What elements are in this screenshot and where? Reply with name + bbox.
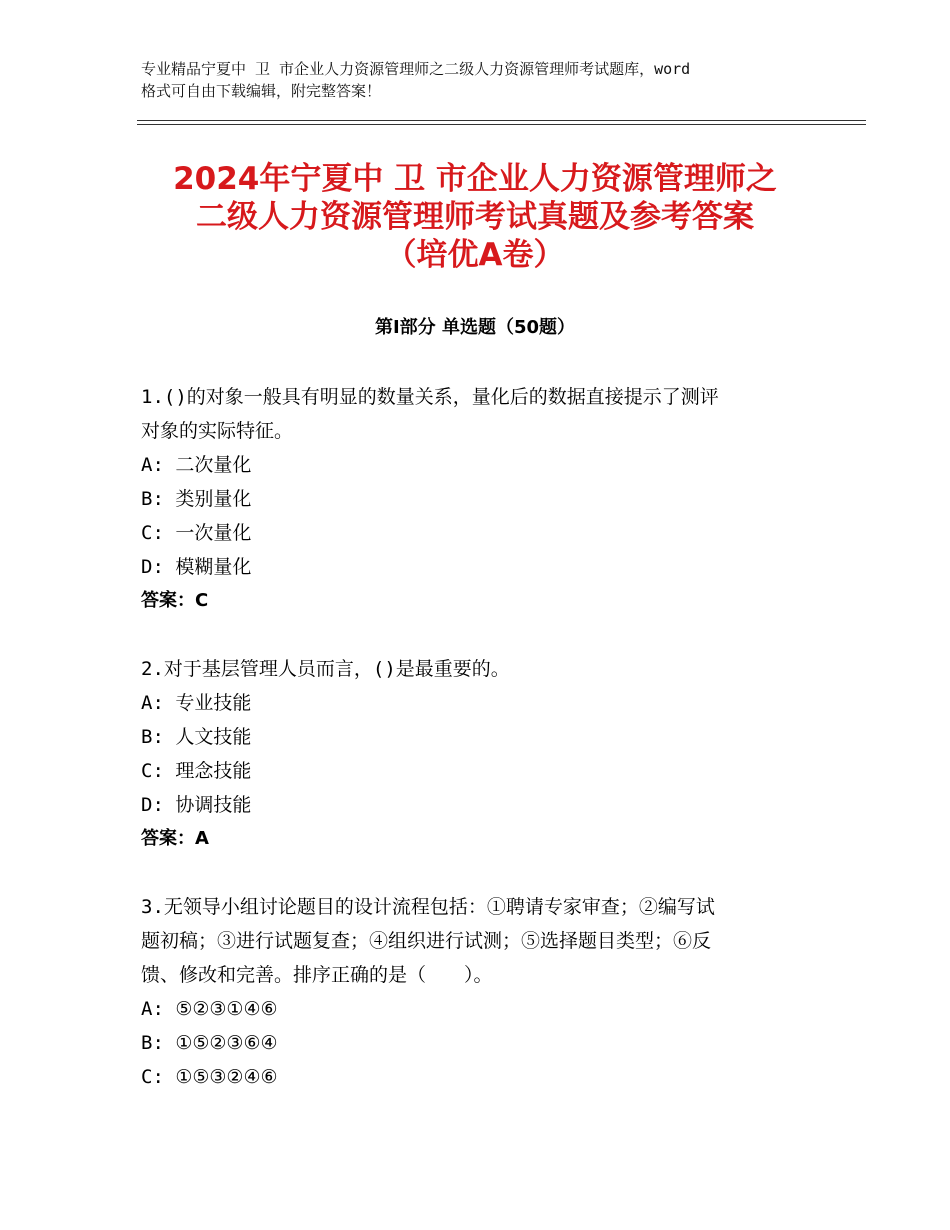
option-d: D: 模糊量化 xyxy=(141,556,252,578)
document-title-line: 2024年宁夏中 卫 市企业人力资源管理师之 xyxy=(173,161,777,197)
document-title-line: （培优A卷） xyxy=(385,237,565,273)
option-c: C: 一次量化 xyxy=(141,522,252,544)
header-note-line: 专业精品宁夏中 卫 市企业人力资源管理师之二级人力资源管理师考试题库，word xyxy=(141,60,691,78)
question-stem-line: 馈、修改和完善。排序正确的是（ ）。 xyxy=(141,964,493,986)
header-divider xyxy=(137,120,866,125)
question-stem-line: 对象的实际特征。 xyxy=(141,420,294,442)
option-b: B: ①⑤②③⑥④ xyxy=(141,1032,278,1054)
question-stem-line: 2.对于基层管理人员而言，()是最重要的。 xyxy=(141,658,510,680)
option-b: B: 人文技能 xyxy=(141,726,252,748)
answer-label: 答案：A xyxy=(141,828,209,849)
question-list xyxy=(141,380,813,1128)
section-title: 第Ⅰ部分 单选题（50题） xyxy=(374,317,575,338)
option-a: A: ⑤②③①④⑥ xyxy=(141,998,278,1020)
option-a: A: 二次量化 xyxy=(141,454,252,476)
header-note-line: 格式可自由下载编辑，附完整答案！ xyxy=(141,82,382,100)
option-a: A: 专业技能 xyxy=(141,692,252,714)
option-c: C: 理念技能 xyxy=(141,760,252,782)
question-3 xyxy=(141,890,813,1094)
document-title xyxy=(100,160,850,274)
question-2 xyxy=(141,652,813,856)
document-title-line: 二级人力资源管理师考试真题及参考答案 xyxy=(196,199,754,235)
question-stem-line: 3.无领导小组讨论题目的设计流程包括：①聘请专家审查；②编写试 xyxy=(141,896,715,918)
option-c: C: ①⑤③②④⑥ xyxy=(141,1066,278,1088)
question-1 xyxy=(141,380,813,618)
answer-label: 答案：C xyxy=(141,590,209,611)
header-note xyxy=(141,58,831,102)
option-b: B: 类别量化 xyxy=(141,488,252,510)
question-stem-line: 1.()的对象一般具有明显的数量关系，量化后的数据直接提示了测评 xyxy=(141,386,719,408)
question-stem-line: 题初稿；③进行试题复查；④组织进行试测；⑤选择题目类型；⑥反 xyxy=(141,930,712,952)
option-d: D: 协调技能 xyxy=(141,794,252,816)
